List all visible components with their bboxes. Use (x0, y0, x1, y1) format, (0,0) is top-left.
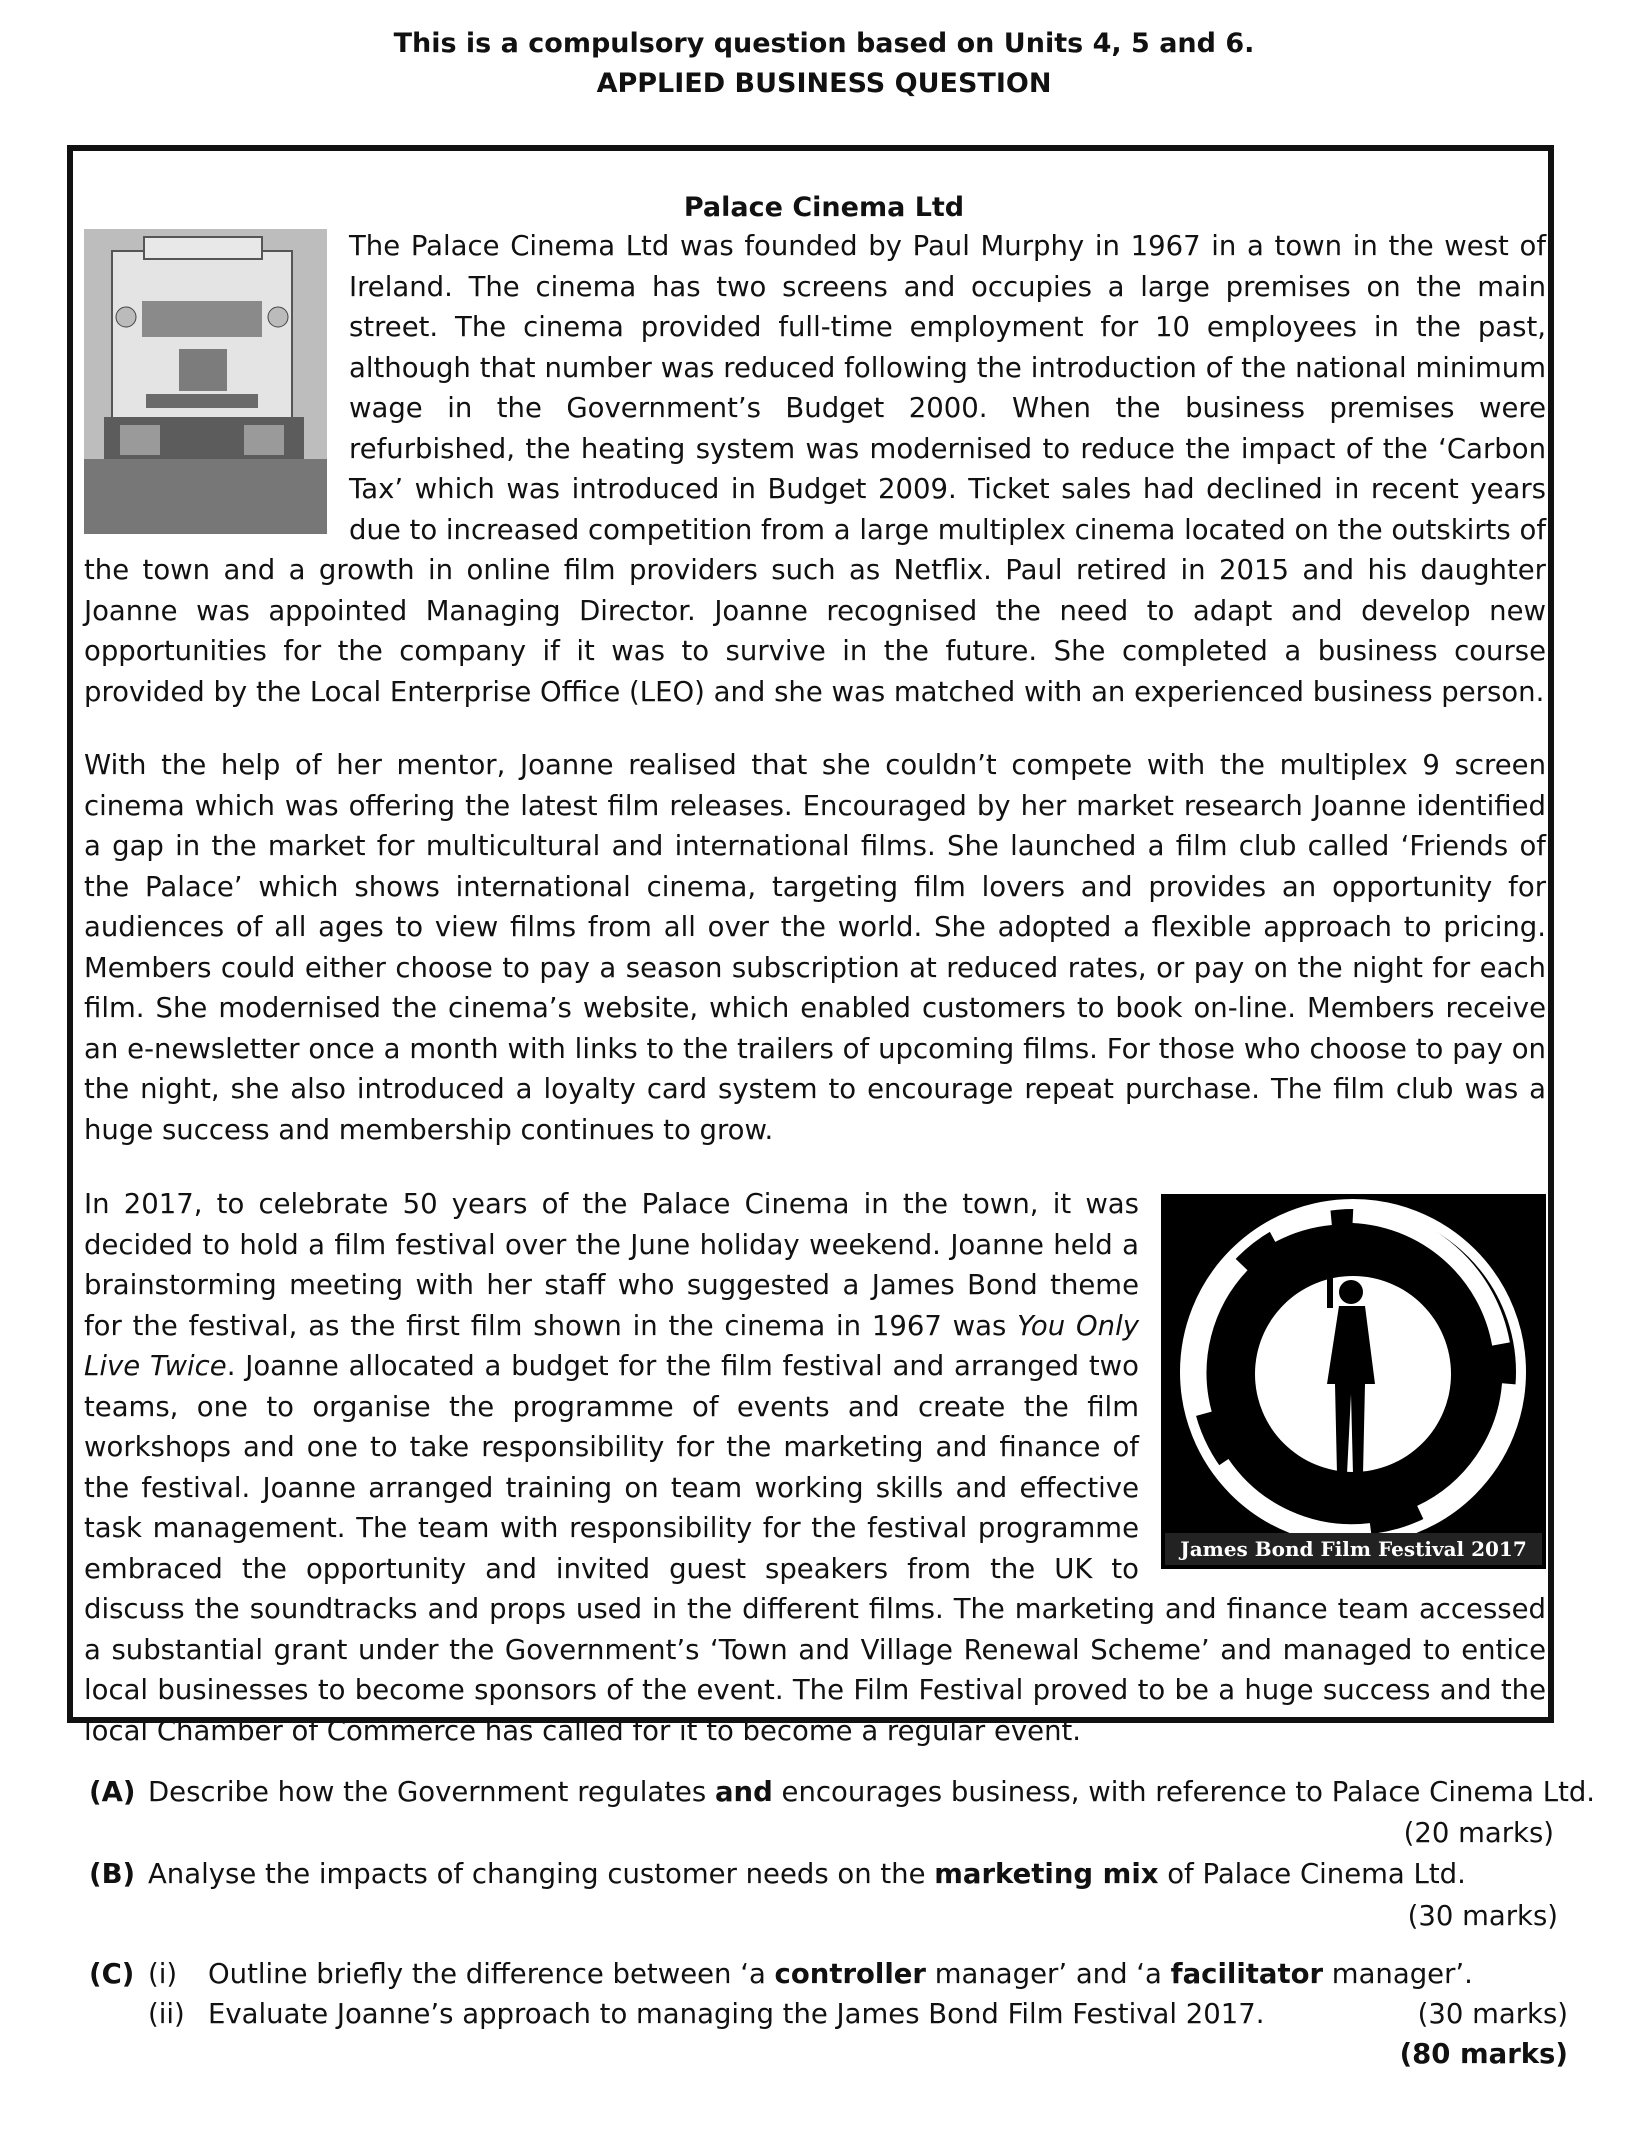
question-b-marks: (30 marks) (1407, 1900, 1558, 1932)
question-c-ii-label: (ii) (148, 1998, 185, 2030)
question-b-text: Analyse the impacts of changing customer needs on the marketing mix of Palace Cinema Ltd. (148, 1858, 1466, 1890)
question-a-text: Describe how the Government regulates and encourages business, with reference to Palace Cinema Ltd. (148, 1776, 1596, 1808)
image-caption: James Bond Film Festival 2017 (1165, 1533, 1542, 1565)
question-c-marks: (30 marks) (1417, 1998, 1568, 2030)
case-paragraph-1: The Palace Cinema Ltd was founded by Paul Murphy in 1967 in a town in the west of Ireland. The cinema has two screens and occupies a large premises on the main street. The cinema provided full-time employment for 10 employees in the past, although that number was reduced following the introduction of the national minimum wage in the Government’s Budget 2000. When the business premises were refurbished, the heating system was modernised to reduce the impact of the ‘Carbon Tax’ which was introduced in Budget 2009. Ticket sales had declined in recent years due to increased competition from a large multiplex cinema located on the outskirts of the town and a growth in online film providers such as Netflix. Paul retired in 2015 and his daughter Joanne was appointed Managing Director. Joanne recognised the need to adapt and develop new opportunities for the company if it was to survive in the future. She completed a business course provided by the Local Enterprise Office (LEO) and she was matched with an experienced business person. (84, 230, 1546, 708)
case-paragraph-2: With the help of her mentor, Joanne realised that she couldn’t compete with the multiplex 9 screen cinema which was offering the latest film releases. Encouraged by her market research Joanne identified a gap in the market for multicultural and international films. She launched a film club called ‘Friends of the Palace’ which shows international cinema, targeting film lovers and provides an opportunity for audiences of all ages to view films from all over the world. She adopted a flexible approach to pricing. Members could either choose to pay a season subscription at reduced rates, or pay on the night for each film. She modernised the cinema’s website, which enabled customers to book on-line. Members receive an e-newsletter once a month with links to the trailers of upcoming films. For those who choose to pay on the night, she also introduced a loyalty card system to encourage repeat purchase. The film club was a huge success and membership continues to grow. (84, 749, 1546, 1146)
question-c-i-label: (i) (148, 1958, 178, 1990)
james-bond-gun-barrel-image-icon (1161, 1194, 1546, 1569)
question-a-marks: (20 marks) (1403, 1817, 1554, 1849)
question-c-ii-text: Evaluate Joanne’s approach to managing the James Bond Film Festival 2017. (208, 1998, 1265, 2030)
case-title: Palace Cinema Ltd (683, 192, 965, 223)
cinema-building-photo-icon (84, 229, 327, 534)
case-paragraph-3: James Bond Film Festival 2017 In 2017, to celebrate 50 years of the Palace Cinema in the town, it was decided to hold a film festival over the June holiday weekend. Joanne held a brainstorming meeting with her staff who suggested a James Bond theme for the festival, as the first film shown in the cinema in 1967 was You Only Live Twice. Joanne allocated a budget for the film festival and arranged two teams, one to organise the programme of events and create the film workshops and one to take responsibility for the marketing and finance of the festival. Joanne arranged training on team working skills and effective task management. The team with responsibility for the festival programme embraced the opportunity and invited guest speakers from the UK to discuss the soundtracks and props used in the different films. The marketing and finance team accessed a substantial grant under the Government’s ‘Town and Village Renewal Scheme’ and managed to entice local businesses to become sponsors of the event. The Film Festival proved to be a huge success and the local Chamber of Commerce has called for it to become a regular event. (84, 1188, 1546, 1747)
question-c-label: (C) (89, 1958, 135, 1990)
question-a-label: (A) (89, 1776, 136, 1808)
question-c-i-text: Outline briefly the difference between ‘a controller manager’ and ‘a facilitator manager’. (208, 1958, 1473, 1990)
question-b-label: (B) (89, 1858, 136, 1890)
total-marks: (80 marks) (1399, 2038, 1568, 2070)
header-line-1: This is a compulsory question based on Units 4, 5 and 6. (393, 28, 1255, 59)
header-line-2: APPLIED BUSINESS QUESTION (596, 68, 1052, 99)
